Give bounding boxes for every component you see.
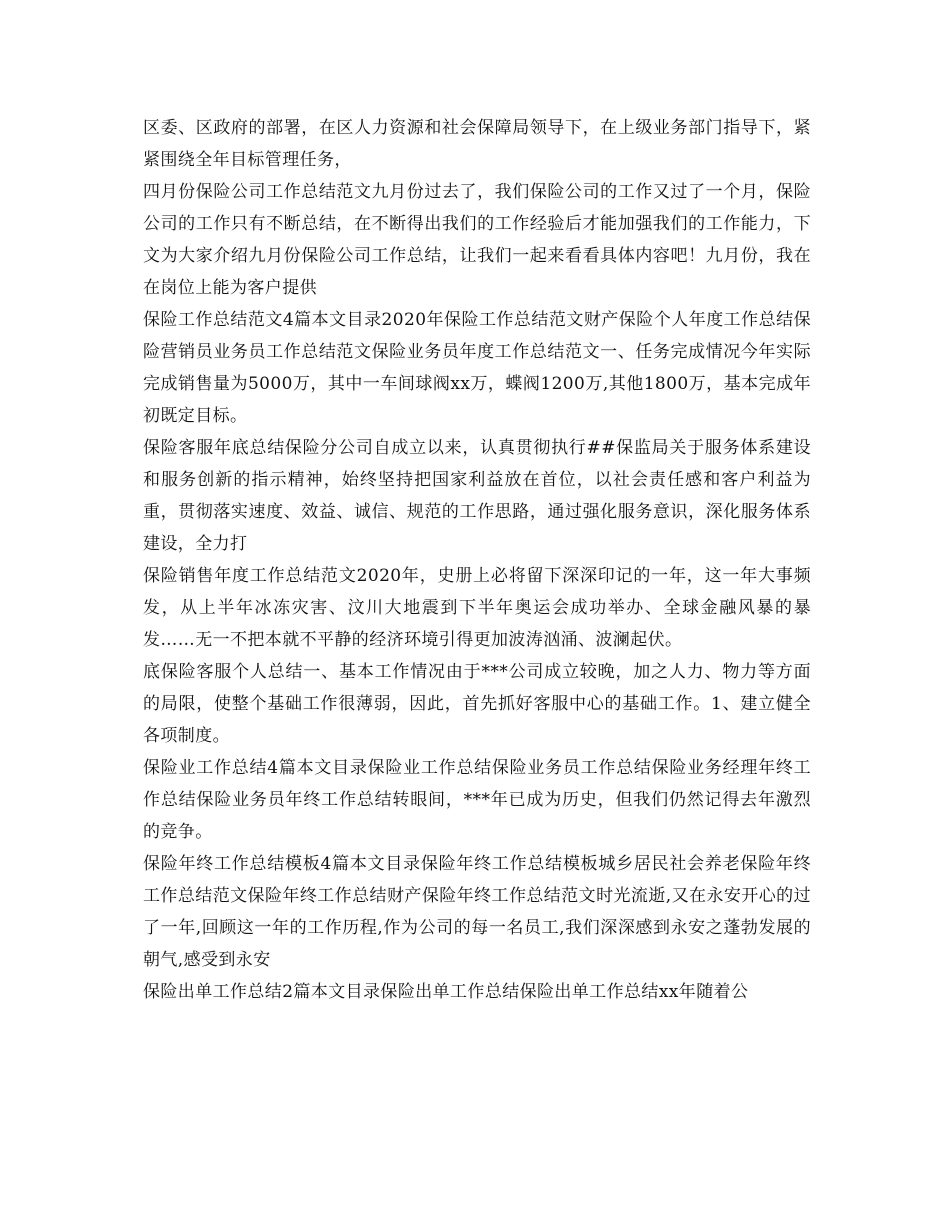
paragraph: 保险业工作总结4篇本文目录保险业工作总结保险业务员工作总结保险业务经理年终工作总结保险业务员年终工作总结转眼间，***年已成为历史，但我们仍然记得去年激烈的竞争。 — [143, 758, 811, 842]
document-body — [143, 112, 811, 1008]
paragraph: 保险出单工作总结2篇本文目录保险出单工作总结保险出单工作总结xx年随着公 — [143, 982, 749, 1002]
paragraph: 保险年终工作总结模板4篇本文目录保险年终工作总结模板城乡居民社会养老保险年终工作总结范文保险年终工作总结财产保险年终工作总结范文时光流逝,又在永安开心的过了一年,回顾这一年的工作历程,作为公司的每一名员工,我们深深感到永安之蓬勃发展的朝气,感受到永安 — [143, 854, 811, 970]
paragraph: 区委、区政府的部署，在区人力资源和社会保障局领导下，在上级业务部门指导下，紧紧围绕全年目标管理任务， — [143, 118, 811, 170]
paragraph: 保险客服年底总结保险分公司自成立以来，认真贯彻执行##保监局关于服务体系建设和服务创新的指示精神，始终坚持把国家利益放在首位，以社会责任感和客户利益为重，贯彻落实速度、效益、诚信、规范的工作思路，通过强化服务意识，深化服务体系建设，全力打 — [143, 438, 811, 554]
paragraph: 四月份保险公司工作总结范文九月份过去了，我们保险公司的工作又过了一个月，保险公司的工作只有不断总结，在不断得出我们的工作经验后才能加强我们的工作能力，下文为大家介绍九月份保险公司工作总结，让我们一起来看看具体内容吧！九月份，我在在岗位上能为客户提供 — [143, 182, 811, 298]
paragraph: 保险工作总结范文4篇本文目录2020年保险工作总结范文财产保险个人年度工作总结保险营销员业务员工作总结范文保险业务员年度工作总结范文一、任务完成情况今年实际完成销售量为5000万，其中一车间球阀xx万，蝶阀1200万,其他1800万，基本完成年初既定目标。 — [143, 310, 811, 426]
paragraph: 底保险客服个人总结一、基本工作情况由于***公司成立较晚，加之人力、物力等方面的局限，使整个基础工作很薄弱，因此，首先抓好客服中心的基础工作。1、建立健全各项制度。 — [143, 662, 811, 746]
paragraph: 保险销售年度工作总结范文2020年，史册上必将留下深深印记的一年，这一年大事频发，从上半年冰冻灾害、汶川大地震到下半年奥运会成功举办、全球金融风暴的暴发……无一不把本就不平静的经济环境引得更加波涛汹涌、波澜起伏。 — [143, 566, 811, 650]
